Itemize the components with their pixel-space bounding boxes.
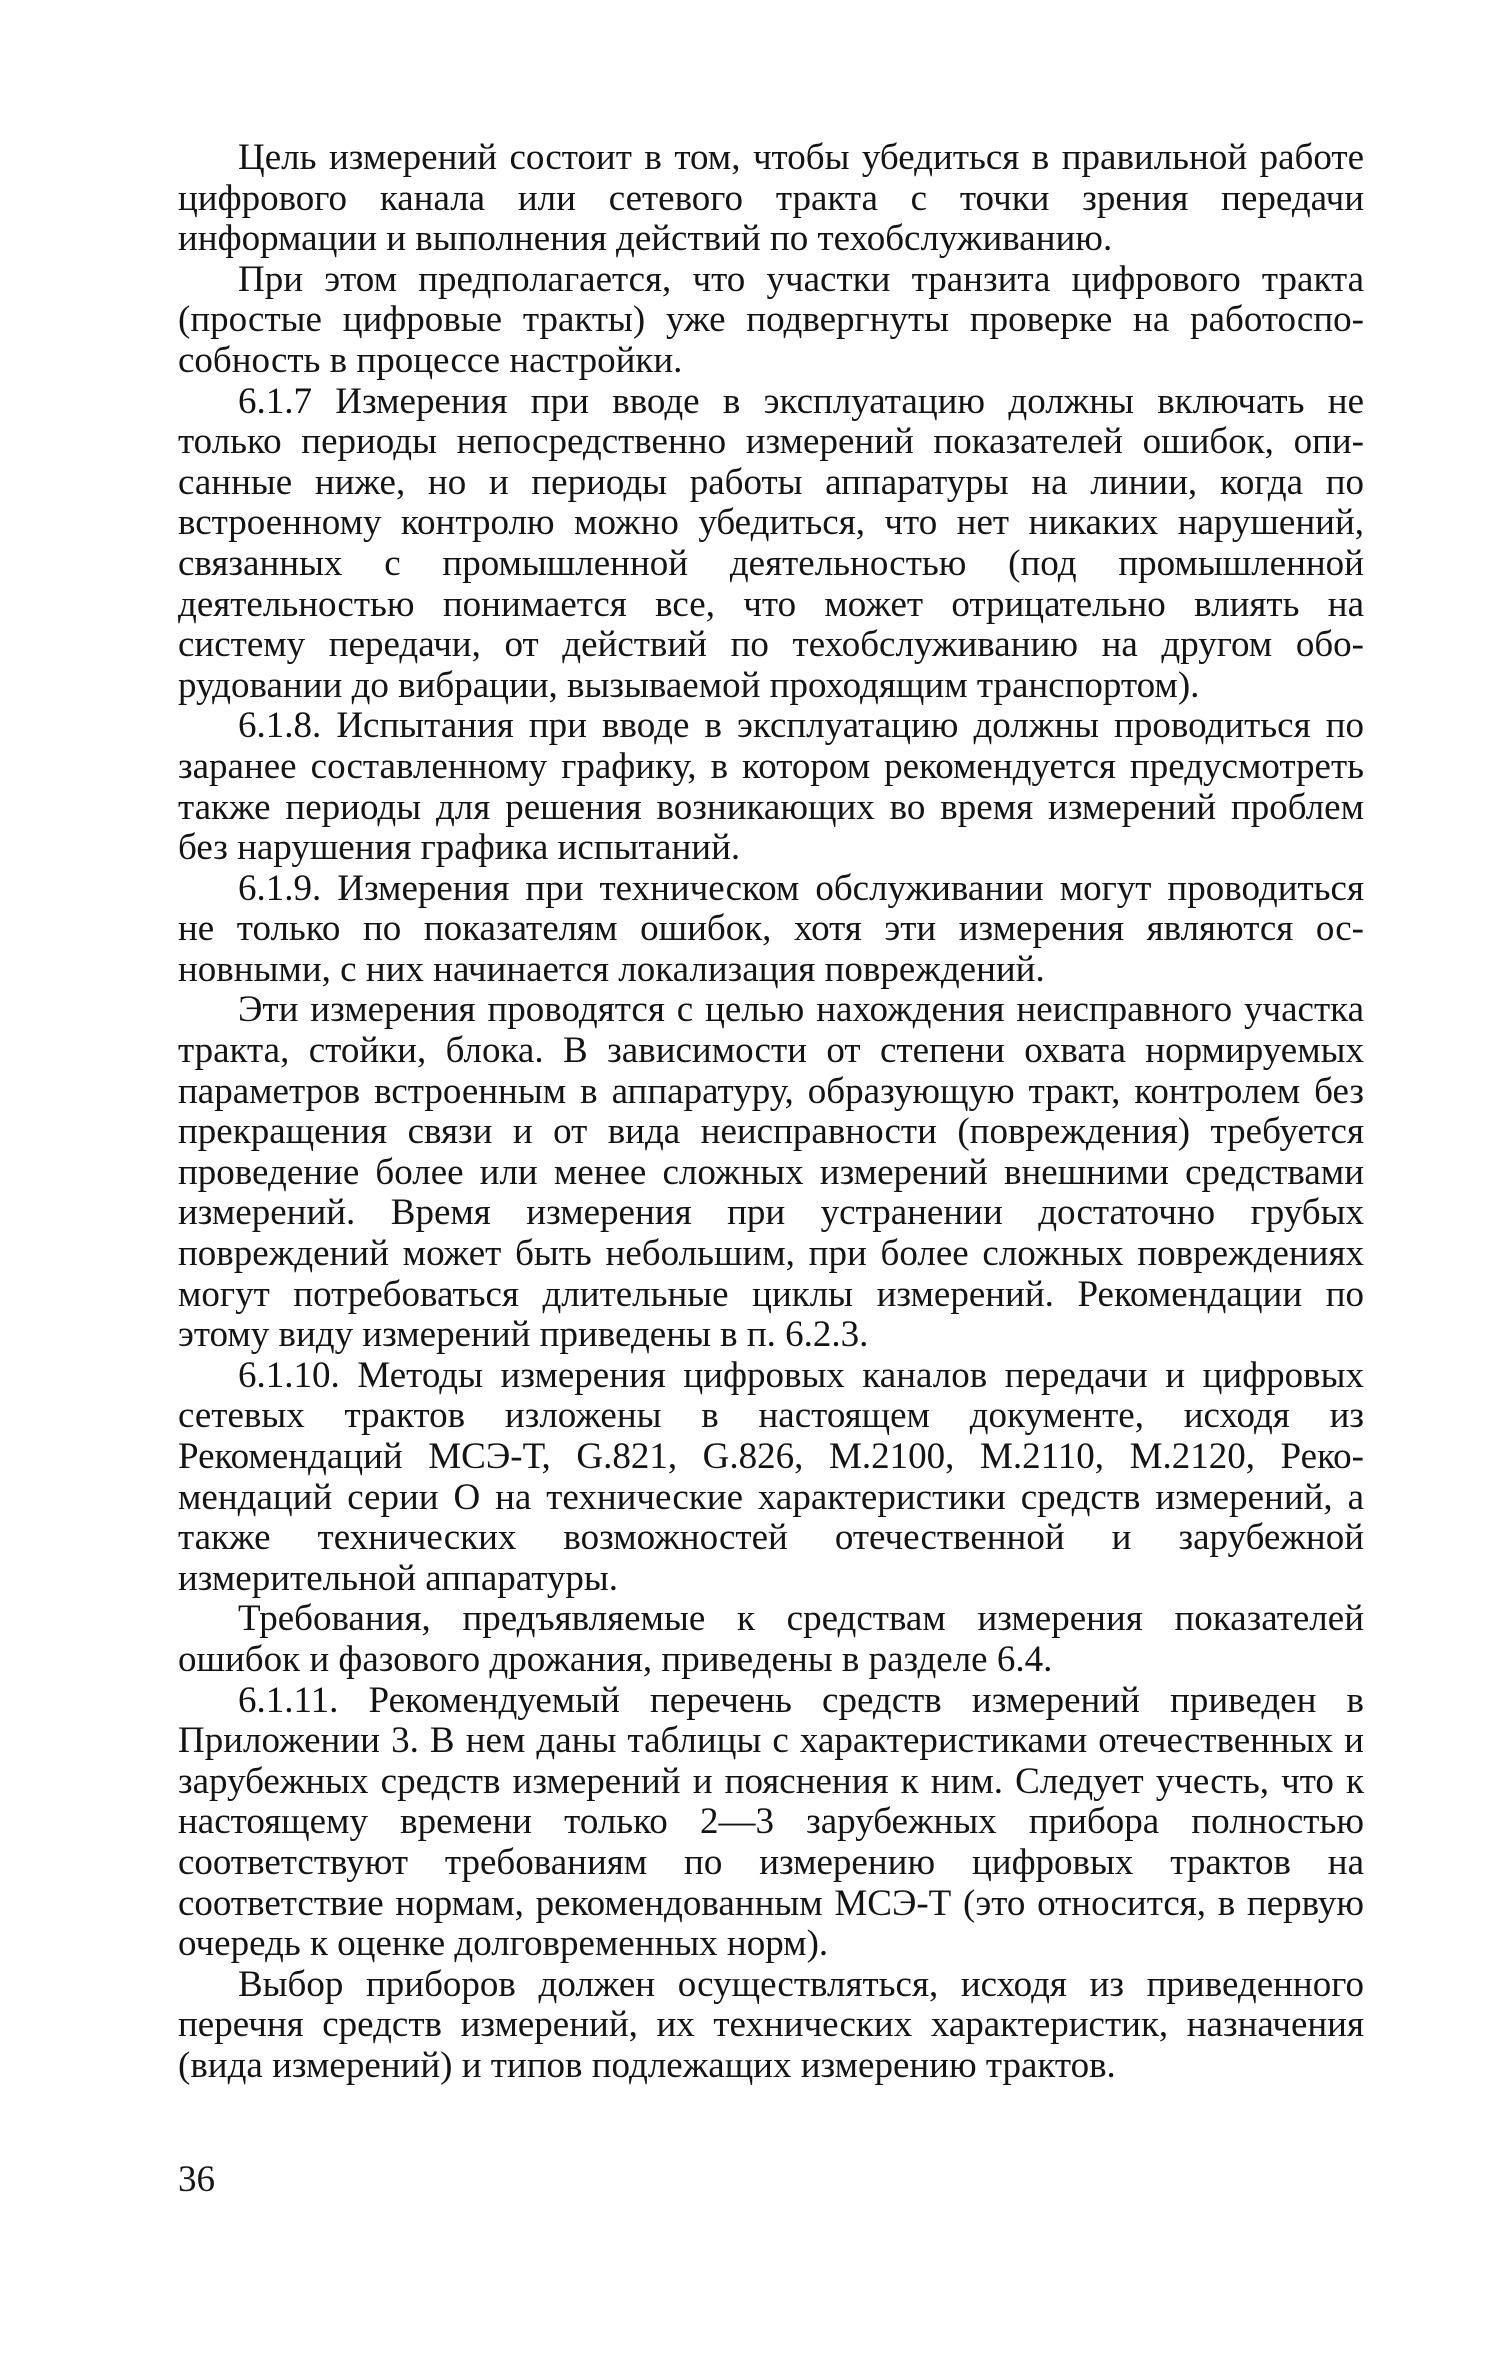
paragraph-1: Цель измерений состоит в том, чтобы убедиться в правильной работе цифрового канала или сетевого тракта с точки зрения передачи информации и выполнения действий по техобслуживанию. [178,137,1364,260]
paragraph-2: При этом предполагается, что участки транзита цифрового тракта (простые цифровые тракты) уже подвергнуты проверке на работоспособность в процессе настройки. [178,258,1364,381]
paragraph-8: Требования, предъявляемые к средствам измерения показателей ошибок и фазового дрожания, приведены в разделе 6.4. [178,1598,1364,1680]
paragraph-9: 6.1.11. Рекомендуемый перечень средств измерений приведен в Приложении 3. В нем даны таблицы с характеристиками отечественных и зарубежных средств измерений и пояснения к ним. Следует учесть, что к настоящему времени только 2—3 зарубежных прибора полностью соответствуют требованиям по измерению цифровых трактов на соответствие нормам, рекомендованным МСЭ-Т (это относится, в первую очередь к оценке долговременных норм). [178,1679,1364,1965]
paragraph-4: 6.1.8. Испытания при вводе в эксплуатацию должны проводиться по заранее составленному графику, в котором рекомендуется предусмотреть также периоды для решения возникающих во время измерений проблем без нарушения графика испытаний. [178,705,1364,869]
paragraph-5: 6.1.9. Измерения при техническом обслуживании могут проводиться не только по показателям ошибок, хотя эти измерения являются основными, с них начинается локализация повреждений. [178,867,1364,990]
page-number: 36 [178,2159,215,2200]
paragraph-3: 6.1.7 Измерения при вводе в эксплуатацию должны включать не только периоды непосредственно измерений показателей ошибок, описанные ниже, но и периоды работы аппаратуры на линии, когда по встроенному контролю можно убедиться, что нет никаких нарушений, связанных с промышленной деятельностью (под промышленной деятельностью понимается все, что может отрицательно влиять на систему передачи, от действий по техобслуживанию на другом оборудовании до вибрации, вызываемой проходящим транспортом). [178,380,1364,706]
paragraph-7: 6.1.10. Методы измерения цифровых каналов передачи и цифровых сетевых трактов изложены в настоящем документе, исходя из Рекомендаций МСЭ-Т, G.821, G.826, М.2100, М.2110, М.2120, Рекомендаций серии О на технические характеристики средств измерений, а также технических возможностей отечественной и зарубежной измерительной аппаратуры. [178,1354,1364,1599]
paragraph-6: Эти измерения проводятся с целью нахождения неисправного участка тракта, стойки, блока. В зависимости от степени охвата нормируемых параметров встроенным в аппаратуру, образующую тракт, контролем без прекращения связи и от вида неисправности (повреждения) требуется проведение более или менее сложных измерений внешними средствами измерений. Время измерения при устранении достаточно грубых повреждений может быть небольшим, при более сложных повреждениях могут потребоваться длительные циклы измерений. Рекомендации по этому виду измерений приведены в п. 6.2.3. [178,989,1364,1356]
body-text [178,138,1364,2087]
paragraph-10: Выбор приборов должен осуществляться, исходя из приведенного перечня средств измерений, их технических характеристик, назначения (вида измерений) и типов подлежащих измерению трактов. [178,1963,1364,2086]
